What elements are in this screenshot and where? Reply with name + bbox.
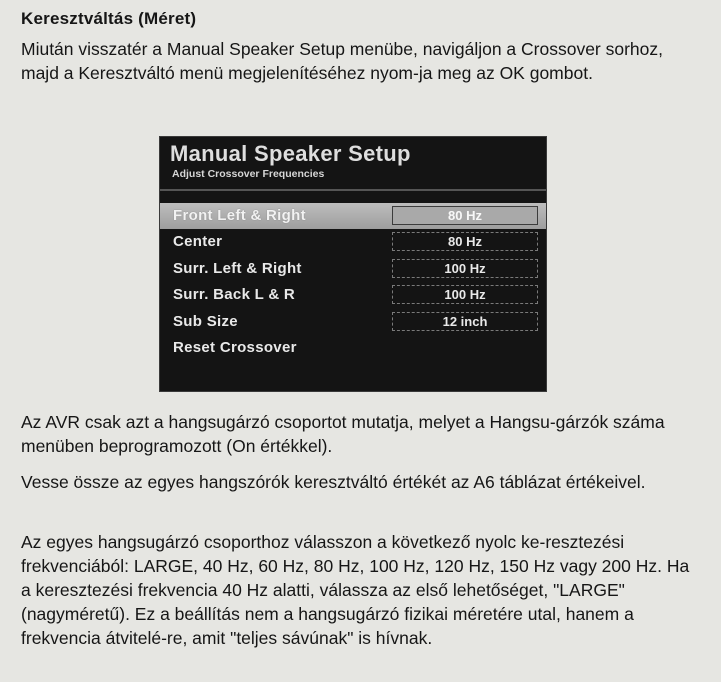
osd-row-value[interactable]: 80 Hz [392,206,538,225]
osd-row-label: Center [173,233,223,251]
osd-subtitle: Adjust Crossover Frequencies [172,168,325,180]
osd-row-center[interactable] [160,229,546,255]
osd-row-reset-crossover[interactable] [160,335,546,361]
osd-divider [160,189,546,191]
osd-row-label: Surr. Left & Right [173,259,302,277]
osd-row-surr-left-right[interactable] [160,256,546,282]
osd-row-value[interactable]: 100 Hz [392,259,538,278]
osd-row-label: Sub Size [173,312,238,330]
osd-row-value[interactable]: 80 Hz [392,232,538,251]
section-heading: Keresztváltás (Méret) [21,9,197,28]
paragraph-speaker-groups: Az AVR csak azt a hangsugárzó csoportot mutatja, melyet a Hangsu-gárzók száma menüben beprogramozott (On értékkel). [21,412,665,456]
osd-row-value[interactable]: 12 inch [392,312,538,331]
osd-screenshot [159,136,547,392]
osd-row-label: Reset Crossover [173,338,297,356]
intro-paragraph: Miután visszatér a Manual Speaker Setup menübe, navigáljon a Crossover sorhoz, majd a Keresztváltó menü megjelenítéséhez nyom-ja meg az OK gombot. [21,39,664,83]
osd-row-label: Surr. Back L & R [173,286,296,304]
osd-menu [160,203,546,361]
osd-row-sub-size[interactable] [160,309,546,335]
paragraph-compare-values: Vesse össze az egyes hangszórók keresztváltó értékét az A6 táblázat értékeivel. [21,472,646,492]
paragraph-crossover-frequencies: Az egyes hangsugárzó csoporthoz válasszon a következő nyolc ke-resztezési frekvenciából: LARGE, 40 Hz, 60 Hz, 80 Hz, 100 Hz, 120 Hz, 150 Hz vagy 200 Hz. Ha a keresztezési frekvencia 40 Hz alatti, válassza az első lehetőséget, "LARGE" (nagyméretű). Ez a beállítás nem a hangsugárzó fizikai méretére utal, hanem a frekvencia átvitelé-re, amit "teljes sávúnak" is hívnak. [21,532,690,648]
osd-row-surr-back[interactable] [160,282,546,308]
osd-row-value[interactable]: 100 Hz [392,285,538,304]
osd-row-front-left-right[interactable] [160,203,546,229]
osd-row-label: Front Left & Right [173,207,306,224]
osd-title: Manual Speaker Setup [170,141,411,166]
